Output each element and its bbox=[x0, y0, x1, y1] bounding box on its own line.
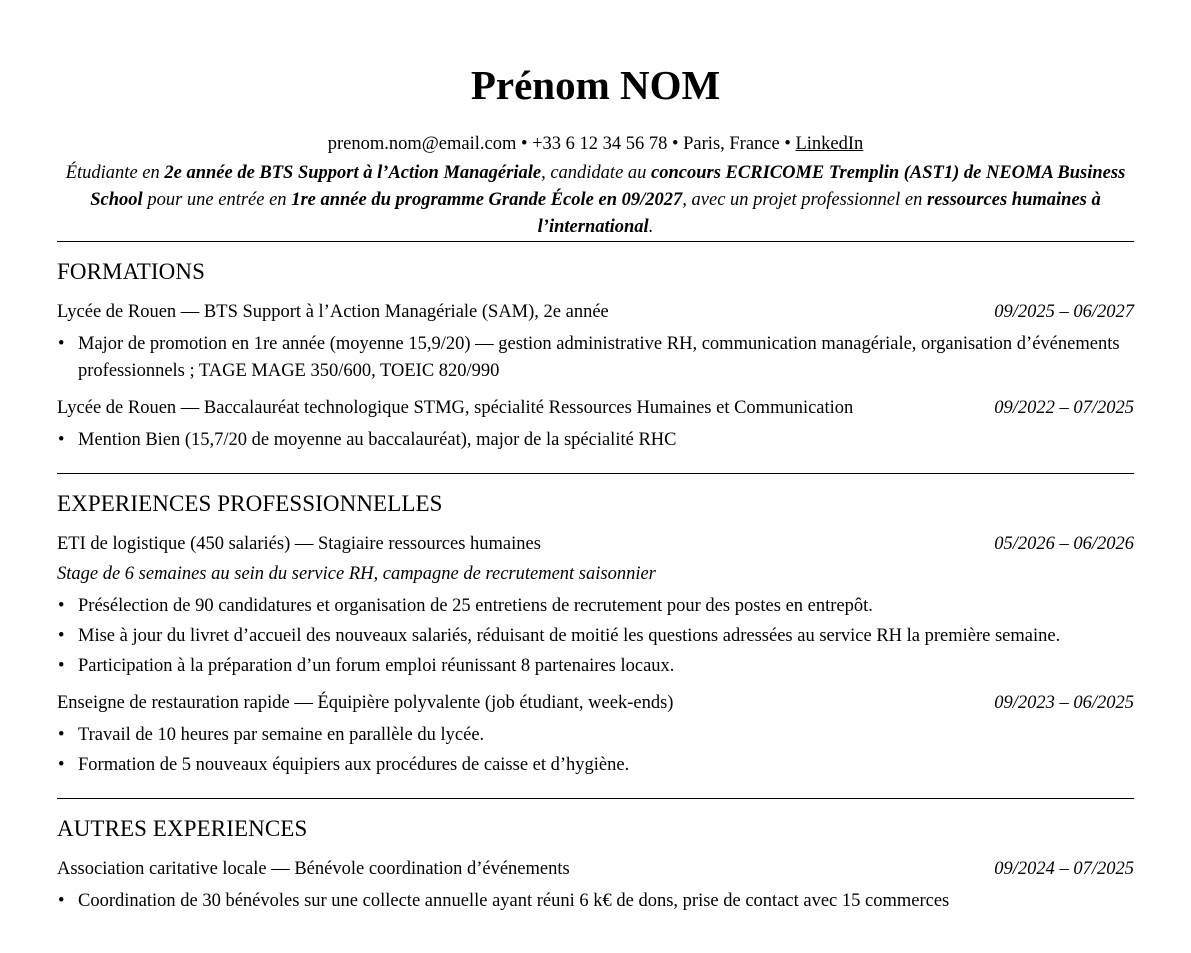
entry-subtitle: Stage de 6 semaines au sein du service RH, campagne de recrutement saisonnier bbox=[57, 564, 656, 584]
section-spacer bbox=[57, 926, 1134, 934]
section-divider bbox=[57, 473, 1134, 474]
profile-summary bbox=[57, 160, 1134, 241]
entry-dates: 05/2026 – 06/2026 bbox=[994, 534, 1134, 554]
resume-section bbox=[57, 490, 1134, 798]
resume-entry bbox=[57, 691, 1134, 779]
candidate-name: Prénom NOM bbox=[470, 62, 721, 108]
entry-header bbox=[57, 532, 1134, 556]
bullet-item: • Formation de 5 nouveaux équipiers aux procédures de caisse et d’hygiène. bbox=[57, 752, 1134, 779]
summary-highlight: ressources humaines à l’international bbox=[537, 190, 1101, 237]
bullet-item: • Mention Bien (15,7/20 de moyenne au baccalauréat), major de la spécialité RHC bbox=[57, 427, 1134, 454]
bullet-list bbox=[57, 331, 1134, 385]
section-title: EXPERIENCES PROFESSIONNELLES bbox=[57, 491, 443, 516]
entry-heading: Association caritative locale — Bénévole coordination d’événements bbox=[57, 859, 570, 879]
section-divider bbox=[57, 798, 1134, 799]
section-title: FORMATIONS bbox=[57, 259, 205, 284]
summary-text: , candidate au bbox=[541, 163, 652, 183]
entry-heading: ETI de logistique (450 salariés) — Stagiaire ressources humaines bbox=[57, 534, 541, 554]
resume-entry bbox=[57, 396, 1134, 454]
bullet-item: • Mise à jour du livret d’accueil des nouveaux salariés, réduisant de moitié les questions adressées au service RH la première semaine. bbox=[57, 623, 1134, 650]
contact-line bbox=[57, 132, 1134, 156]
resume-entry bbox=[57, 532, 1134, 680]
entry-heading: Enseigne de restauration rapide — Équipière polyvalente (job étudiant, week-ends) bbox=[57, 693, 674, 713]
entry-header bbox=[57, 691, 1134, 715]
summary-text: pour une entrée en bbox=[142, 190, 292, 210]
summary-highlight: 2e année de BTS Support à l’Action Managériale bbox=[164, 163, 542, 183]
entry-heading: Lycée de Rouen — Baccalauréat technologique STMG, spécialité Ressources Humaines et Communication bbox=[57, 398, 854, 418]
summary-highlight: concours ECRICOME Tremplin (AST1) de NEOMA Business School bbox=[90, 163, 1126, 210]
bullet-item: • Major de promotion en 1re année (moyenne 15,9/20) — gestion administrative RH, communication managériale, organisation d’événements professionnels ; TAGE MAGE 350/600, TOEIC 820/990 bbox=[57, 331, 1134, 385]
separator: • bbox=[516, 134, 533, 154]
resume-section bbox=[57, 815, 1134, 934]
summary-text: . bbox=[648, 217, 654, 237]
entry-dates: 09/2024 – 07/2025 bbox=[994, 859, 1134, 879]
section-spacer bbox=[57, 790, 1134, 798]
entry-header bbox=[57, 857, 1134, 881]
bullet-item: • Travail de 10 heures par semaine en parallèle du lycée. bbox=[57, 722, 1134, 749]
bullet-list bbox=[57, 888, 1134, 915]
resume-section bbox=[57, 258, 1134, 473]
section-divider bbox=[57, 241, 1134, 242]
location: Paris, France bbox=[683, 134, 780, 154]
entry-header bbox=[57, 300, 1134, 324]
summary-text: Étudiante en bbox=[65, 163, 165, 183]
entry-dates: 09/2023 – 06/2025 bbox=[994, 693, 1134, 713]
section-title: AUTRES EXPERIENCES bbox=[57, 816, 308, 841]
email[interactable]: prenom.nom@email.com bbox=[327, 134, 517, 154]
resume-entry bbox=[57, 857, 1134, 915]
entry-heading: Lycée de Rouen — BTS Support à l’Action Managériale (SAM), 2e année bbox=[57, 302, 609, 322]
separator: • bbox=[779, 134, 796, 154]
linkedin-link[interactable]: LinkedIn bbox=[795, 134, 864, 154]
bullet-list bbox=[57, 722, 1134, 779]
entry-dates: 09/2022 – 07/2025 bbox=[994, 398, 1134, 418]
phone[interactable]: +33 6 12 34 56 78 bbox=[532, 134, 668, 154]
entry-dates: 09/2025 – 06/2027 bbox=[994, 302, 1134, 322]
resume-entry bbox=[57, 300, 1134, 385]
bullet-item: • Coordination de 30 bénévoles sur une collecte annuelle ayant réuni 6 k€ de dons, prise de contact avec 15 commerces bbox=[57, 888, 1134, 915]
bullet-list bbox=[57, 593, 1134, 680]
bullet-item: • Participation à la préparation d’un forum emploi réunissant 8 partenaires locaux. bbox=[57, 653, 1134, 680]
section-spacer bbox=[57, 465, 1134, 473]
bullet-item: • Présélection de 90 candidatures et organisation de 25 entretiens de recrutement pour des postes en entrepôt. bbox=[57, 593, 1134, 620]
summary-text: , avec un projet professionnel en bbox=[682, 190, 927, 210]
resume-sections bbox=[57, 241, 1134, 934]
entry-header bbox=[57, 396, 1134, 420]
bullet-list bbox=[57, 427, 1134, 454]
separator: • bbox=[667, 134, 684, 154]
summary-highlight: 1re année du programme Grande École en 09/2027 bbox=[291, 190, 683, 210]
